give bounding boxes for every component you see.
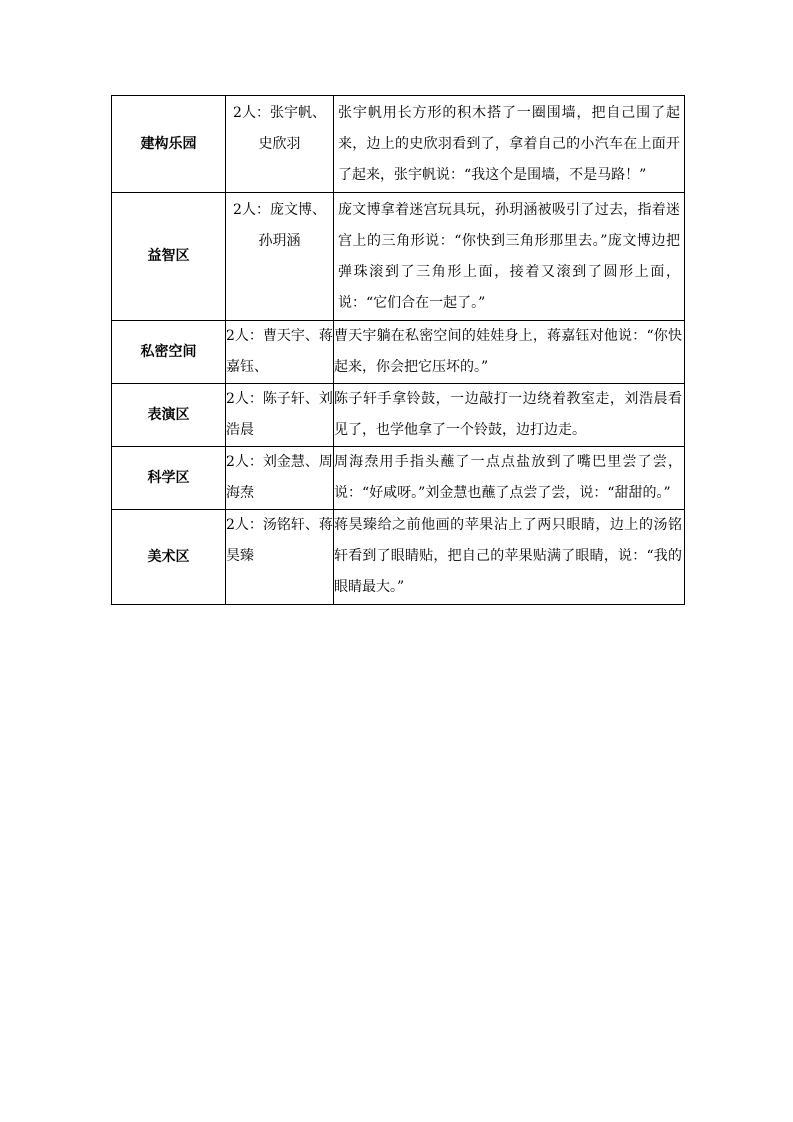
area-name-cell: 表演区 [112, 384, 226, 447]
children-cell: 2人：庞文博、孙玥涵 [226, 193, 334, 321]
area-name-cell: 益智区 [112, 193, 226, 321]
behavior-record-cell: 蒋昊臻给之前他画的苹果沾上了两只眼睛，边上的汤铭轩看到了眼睛贴，把自己的苹果贴满了眼睛，说：“我的眼睛最大。” [334, 510, 685, 605]
table-row [112, 96, 685, 193]
area-observation-table [111, 95, 685, 605]
children-cell: 2人：曹天宇、蒋嘉钰、 [226, 321, 334, 384]
table-row [112, 384, 685, 447]
children-cell: 2人：张宇帆、史欣羽 [226, 96, 334, 193]
table-row [112, 447, 685, 510]
behavior-record-cell: 陈子轩手拿铃鼓，一边敲打一边绕着教室走，刘浩晨看见了，也学他拿了一个铃鼓，边打边走。 [334, 384, 685, 447]
table-row [112, 193, 685, 321]
area-name-cell: 美术区 [112, 510, 226, 605]
observation-record-sheet [111, 95, 684, 605]
area-name-cell: 建构乐园 [112, 96, 226, 193]
area-name-cell: 私密空间 [112, 321, 226, 384]
behavior-record-cell: 曹天宇躺在私密空间的娃娃身上，蒋嘉钰对他说：“你快起来，你会把它压坏的。” [334, 321, 685, 384]
behavior-record-cell: 周海焘用手指头蘸了一点点盐放到了嘴巴里尝了尝，说：“好咸呀。”刘金慧也蘸了点尝了尝，说：“甜甜的。” [334, 447, 685, 510]
area-name-cell: 科学区 [112, 447, 226, 510]
children-cell: 2人：汤铭轩、蒋昊臻 [226, 510, 334, 605]
table-row [112, 510, 685, 605]
table-row [112, 321, 685, 384]
behavior-record-cell: 庞文博拿着迷宫玩具玩，孙玥涵被吸引了过去，指着迷宫上的三角形说：“你快到三角形那里去。”庞文博边把弹珠滚到了三角形上面，接着又滚到了圆形上面，说：“它们合在一起了。” [334, 193, 685, 321]
children-cell: 2人：刘金慧、周海焘 [226, 447, 334, 510]
behavior-record-cell: 张宇帆用长方形的积木搭了一圈围墙，把自己围了起来，边上的史欣羽看到了，拿着自己的小汽车在上面开了起来，张宇帆说：“我这个是围墙，不是马路！” [334, 96, 685, 193]
children-cell: 2人：陈子轩、刘浩晨 [226, 384, 334, 447]
